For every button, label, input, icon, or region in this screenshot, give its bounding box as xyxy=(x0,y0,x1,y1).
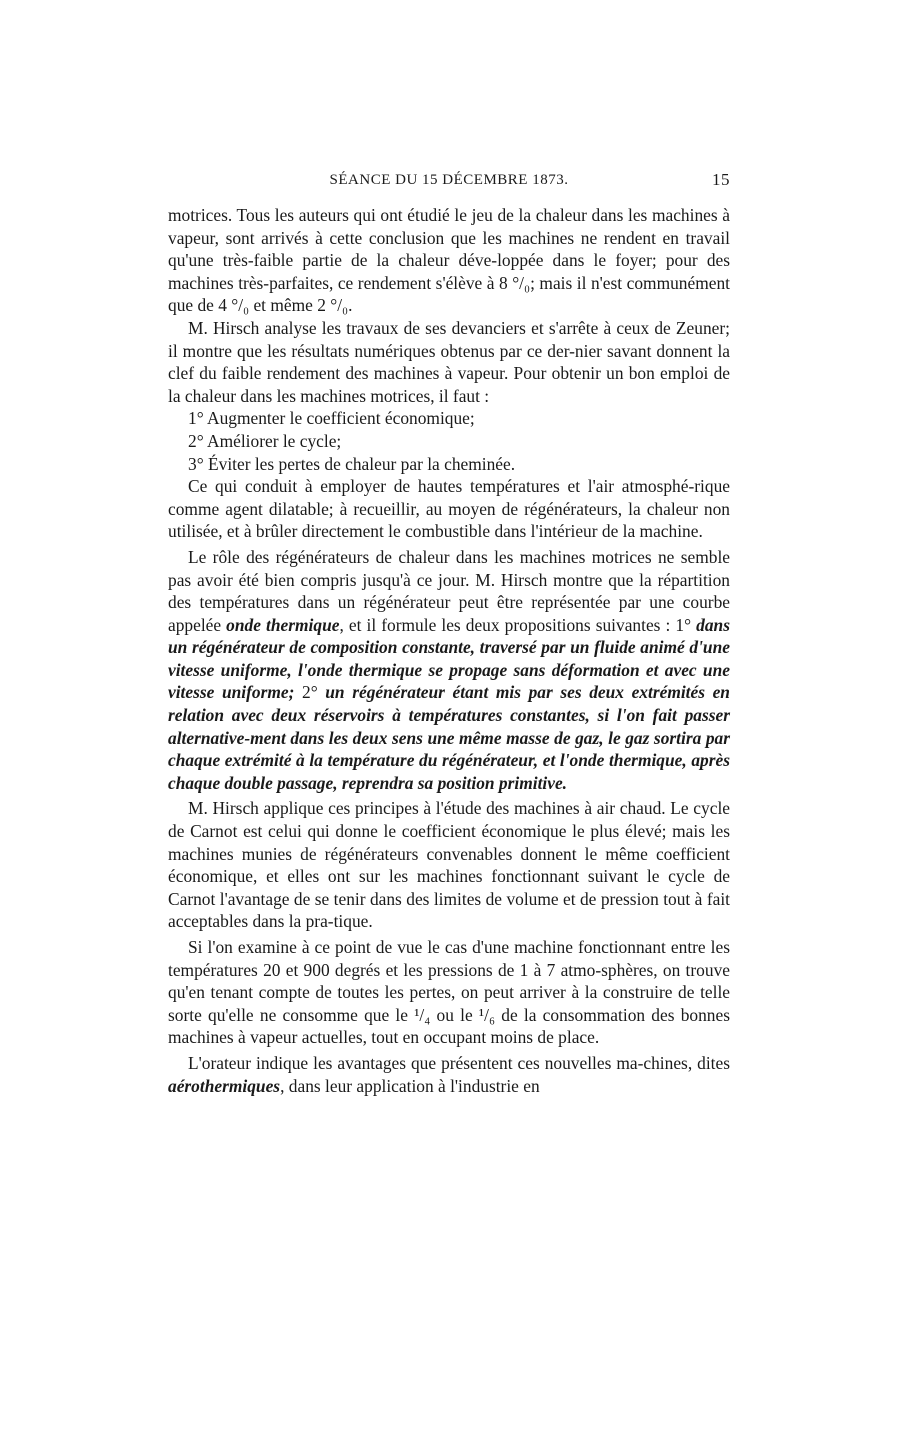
list-item xyxy=(168,430,730,453)
italic-text: un régénérateur étant mis par ses deux extrémités en relation avec deux réservoirs à températures constantes, si l'on fait passer alternative-ment dans les deux sens une même masse de gaz, le gaz sortira par chaque extrémité à la température du régénérateur, et l'onde thermique, après chaque double passage, reprendra sa position primitive. xyxy=(168,682,730,793)
paragraph xyxy=(168,204,730,317)
list-item xyxy=(168,453,730,476)
text-run: L'orateur indique les avantages que présentent ces nouvelles ma-chines, dites xyxy=(188,1052,730,1073)
book-page xyxy=(168,168,730,1097)
paragraph xyxy=(168,546,730,795)
paragraph xyxy=(168,1052,730,1097)
paragraph xyxy=(168,475,730,543)
text-run: motrices. Tous les auteurs qui ont étudié le jeu de la chaleur dans les machines à vapeur, sont arrivés à cette conclusion que les machines ne rendent en travail qu'une très-faible partie de la chaleur déve-loppée dans le foyer; pour des machines très-parfaites, ce rendement s'élève à 8 °/₀; mais il n'est communément que de 4 °/₀ et même 2 °/₀. xyxy=(168,205,730,316)
paragraph xyxy=(168,797,730,933)
text-run: 3° Éviter les pertes de chaleur par la cheminée. xyxy=(188,453,516,474)
text-run: Le rôle des régénérateurs de chaleur dans les machines motrices ne semble pas avoir été bien compris jusqu'à ce jour. M. Hirsch montre que la répartition des températures dans un régénérateur peut être représentée par une courbe appelée xyxy=(168,546,730,635)
text-run: 2° xyxy=(294,682,326,703)
body-text xyxy=(168,204,730,1097)
text-run: , et il formule les deux propositions suivantes : 1° xyxy=(339,614,697,635)
paragraph xyxy=(168,317,730,407)
paragraph xyxy=(168,936,730,1049)
list-item xyxy=(168,407,730,430)
running-title: SÉANCE DU 15 DÉCEMBRE 1873. xyxy=(329,172,569,188)
text-run: Si l'on examine à ce point de vue le cas d'une machine fonctionnant entre les températures 20 et 900 degrés et les pressions de 1 à 7 atmo-sphères, on trouve qu'en tenant compte de toutes les pertes, on peut arriver à la construire de telle sorte qu'elle ne consomme que le ¹/₄ ou le ¹/₆ de la consommation des bonnes machines à vapeur actuelles, tout en occupant moins de place. xyxy=(168,937,730,1048)
text-run: 2° Améliorer le cycle; xyxy=(188,430,342,451)
italic-text: dans un régénérateur de composition constante, traversé par un fluide animé d'une vitesse uniforme, l'onde thermique se propage sans déformation et avec une vitesse uniforme; xyxy=(168,614,730,703)
text-run: M. Hirsch applique ces principes à l'étude des machines à air chaud. Le cycle de Carnot est celui qui donne le coefficient économique le plus élevé; mais les machines munies de régénérateurs convenables donnent le même coefficient économique, et elles ont sur les machines fonctionnant suivant le cycle de Carnot l'avantage de se tenir dans des limites de volume et de pression tout à fait acceptables dans la pra-tique. xyxy=(168,798,730,932)
text-run: Ce qui conduit à employer de hautes températures et l'air atmosphé-rique comme agent dilatable; à recueillir, au moyen de régénérateurs, la chaleur non utilisée, et à brûler directement le combustible dans l'intérieur de la machine. xyxy=(168,476,730,542)
italic-text: aérothermiques xyxy=(168,1075,281,1096)
page-header xyxy=(168,168,730,194)
text-run: M. Hirsch analyse les travaux de ses devanciers et s'arrête à ceux de Zeuner; il montre que les résultats numériques obtenus par ce der-nier savant donnent la clef du faible rendement des machines à vapeur. Pour obtenir un bon emploi de la chaleur dans les machines motrices, il faut : xyxy=(168,317,730,406)
italic-text: onde thermique xyxy=(226,614,340,635)
text-run: 1° Augmenter le coefficient économique; xyxy=(188,408,475,429)
text-run: , dans leur application à l'industrie en xyxy=(280,1075,540,1096)
page-number: 15 xyxy=(712,170,730,189)
